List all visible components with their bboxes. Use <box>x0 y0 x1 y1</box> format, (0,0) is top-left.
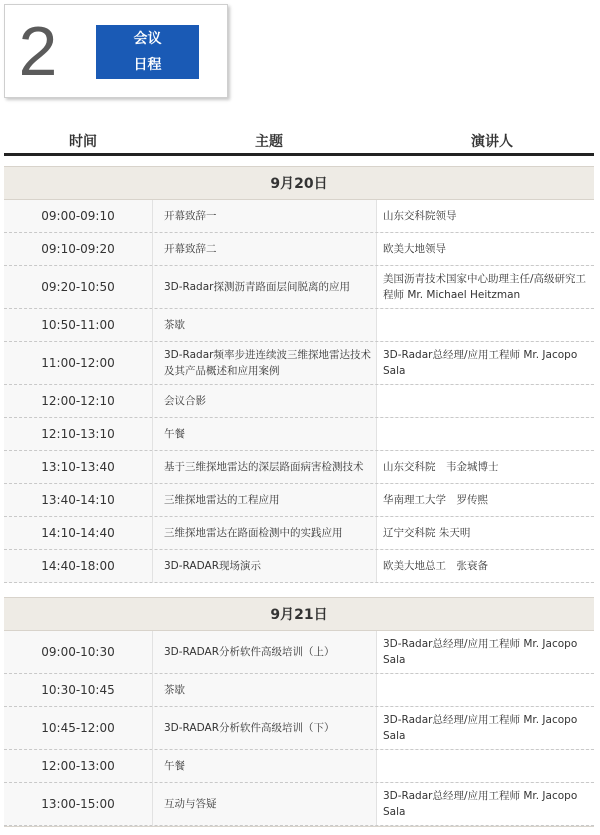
table-row <box>4 385 594 418</box>
session-speaker <box>376 309 594 341</box>
session-topic <box>152 484 376 516</box>
section-header <box>4 4 228 98</box>
session-speaker-text: 辽宁交科院 朱天明 <box>383 527 471 539</box>
session-topic <box>152 385 376 417</box>
table-row <box>4 418 594 451</box>
session-topic <box>152 783 376 825</box>
session-speaker-text: 3D-Radar总经理/应用工程师 Mr. Jacopo Sala <box>383 638 578 666</box>
session-speaker <box>376 550 594 582</box>
session-topic <box>152 451 376 483</box>
session-speaker-text: 3D-Radar总经理/应用工程师 Mr. Jacopo Sala <box>383 714 578 742</box>
session-speaker-text: 山东交科院领导 <box>383 210 457 222</box>
session-speaker <box>376 484 594 516</box>
session-time: 10:45-12:00 <box>41 721 115 735</box>
table-row <box>4 517 594 550</box>
table-row <box>4 200 594 233</box>
session-speaker <box>376 783 594 825</box>
column-header-topic: 主题 <box>255 134 283 150</box>
session-topic <box>152 266 376 308</box>
session-time: 12:10-13:10 <box>41 427 115 441</box>
section-title-box <box>96 25 199 79</box>
session-topic-text: 3D-RADAR现场演示 <box>164 560 261 572</box>
session-time: 09:10-09:20 <box>41 242 115 256</box>
table-row <box>4 707 594 750</box>
session-topic <box>152 342 376 384</box>
session-topic-text: 午餐 <box>164 760 185 772</box>
session-topic-text: 开幕致辞二 <box>164 243 217 255</box>
session-speaker <box>376 451 594 483</box>
session-topic-text: 开幕致辞一 <box>164 210 217 222</box>
table-row <box>4 484 594 517</box>
session-topic <box>152 631 376 673</box>
session-time: 09:20-10:50 <box>41 280 115 294</box>
table-row <box>4 309 594 342</box>
session-topic <box>152 418 376 450</box>
session-topic-text: 3D-RADAR分析软件高级培训（上） <box>164 646 335 658</box>
column-header-speaker: 演讲人 <box>471 134 513 150</box>
session-speaker-text: 3D-Radar总经理/应用工程师 Mr. Jacopo Sala <box>383 790 578 818</box>
session-topic <box>152 674 376 706</box>
session-speaker <box>376 631 594 673</box>
session-topic <box>152 750 376 782</box>
session-topic <box>152 550 376 582</box>
column-header-time: 时间 <box>69 134 97 150</box>
session-time: 09:00-10:30 <box>41 645 115 659</box>
session-topic <box>152 517 376 549</box>
day-gap <box>4 583 594 597</box>
session-time: 12:00-12:10 <box>41 394 115 408</box>
table-row <box>4 233 594 266</box>
table-row <box>4 266 594 309</box>
table-row <box>4 783 594 826</box>
session-speaker <box>376 266 594 308</box>
session-topic <box>152 200 376 232</box>
session-speaker <box>376 418 594 450</box>
session-speaker <box>376 750 594 782</box>
session-speaker-text: 欧美大地领导 <box>383 243 446 255</box>
session-topic-text: 茶歇 <box>164 684 185 696</box>
session-topic-text: 基于三维探地雷达的深层路面病害检测技术 <box>164 461 364 473</box>
session-topic-text: 茶歇 <box>164 319 185 331</box>
session-topic-text: 互动与答疑 <box>164 798 217 810</box>
session-speaker <box>376 517 594 549</box>
session-time: 12:00-13:00 <box>41 759 115 773</box>
section-title-line2: 日程 <box>133 57 162 73</box>
session-topic <box>152 707 376 749</box>
session-topic-text: 三维探地雷达的工程应用 <box>164 494 280 506</box>
session-topic-text: 会议合影 <box>164 395 206 407</box>
session-speaker-text: 3D-Radar总经理/应用工程师 Mr. Jacopo Sala <box>383 349 578 377</box>
schedule-table-header <box>4 130 594 156</box>
session-speaker-text: 华南理工大学 罗传熙 <box>383 494 488 506</box>
schedule-table <box>4 166 594 827</box>
session-time: 10:30-10:45 <box>41 683 115 697</box>
session-topic-text: 午餐 <box>164 428 185 440</box>
table-row <box>4 451 594 484</box>
session-speaker-text: 欧美大地总工 张衰备 <box>383 560 488 572</box>
table-row <box>4 342 594 385</box>
session-speaker-text: 山东交科院 韦金城博士 <box>383 461 499 473</box>
session-speaker <box>376 233 594 265</box>
table-row <box>4 750 594 783</box>
table-row <box>4 550 594 583</box>
session-time: 13:00-15:00 <box>41 797 115 811</box>
day-header: 9月20日 <box>4 166 594 200</box>
section-title-line1: 会议 <box>133 31 162 47</box>
session-topic-text: 3D-Radar探测沥青路面层间脱离的应用 <box>164 281 350 293</box>
session-speaker <box>376 342 594 384</box>
session-topic-text: 三维探地雷达在路面检测中的实践应用 <box>164 527 343 539</box>
table-end-line <box>4 826 594 827</box>
session-topic <box>152 309 376 341</box>
day-sessions <box>4 200 594 583</box>
session-speaker <box>376 707 594 749</box>
session-time: 13:40-14:10 <box>41 493 115 507</box>
session-time: 14:10-14:40 <box>41 526 115 540</box>
session-topic-text: 3D-RADAR分析软件高级培训（下） <box>164 722 335 734</box>
session-speaker <box>376 200 594 232</box>
session-topic-text: 3D-Radar频率步进连续波三维探地雷达技术及其产品概述和应用案例 <box>164 349 371 377</box>
table-row <box>4 631 594 674</box>
day-sessions <box>4 631 594 826</box>
session-speaker <box>376 674 594 706</box>
session-time: 10:50-11:00 <box>41 318 115 332</box>
session-speaker <box>376 385 594 417</box>
table-row <box>4 674 594 707</box>
day-header: 9月21日 <box>4 597 594 631</box>
section-number: 2 <box>18 12 58 90</box>
session-time: 14:40-18:00 <box>41 559 115 573</box>
session-time: 09:00-09:10 <box>41 209 115 223</box>
session-time: 13:10-13:40 <box>41 460 115 474</box>
session-topic <box>152 233 376 265</box>
session-speaker-text: 美国沥青技术国家中心助理主任/高级研究工程师 Mr. Michael Heitzman <box>383 273 587 301</box>
session-time: 11:00-12:00 <box>41 356 115 370</box>
